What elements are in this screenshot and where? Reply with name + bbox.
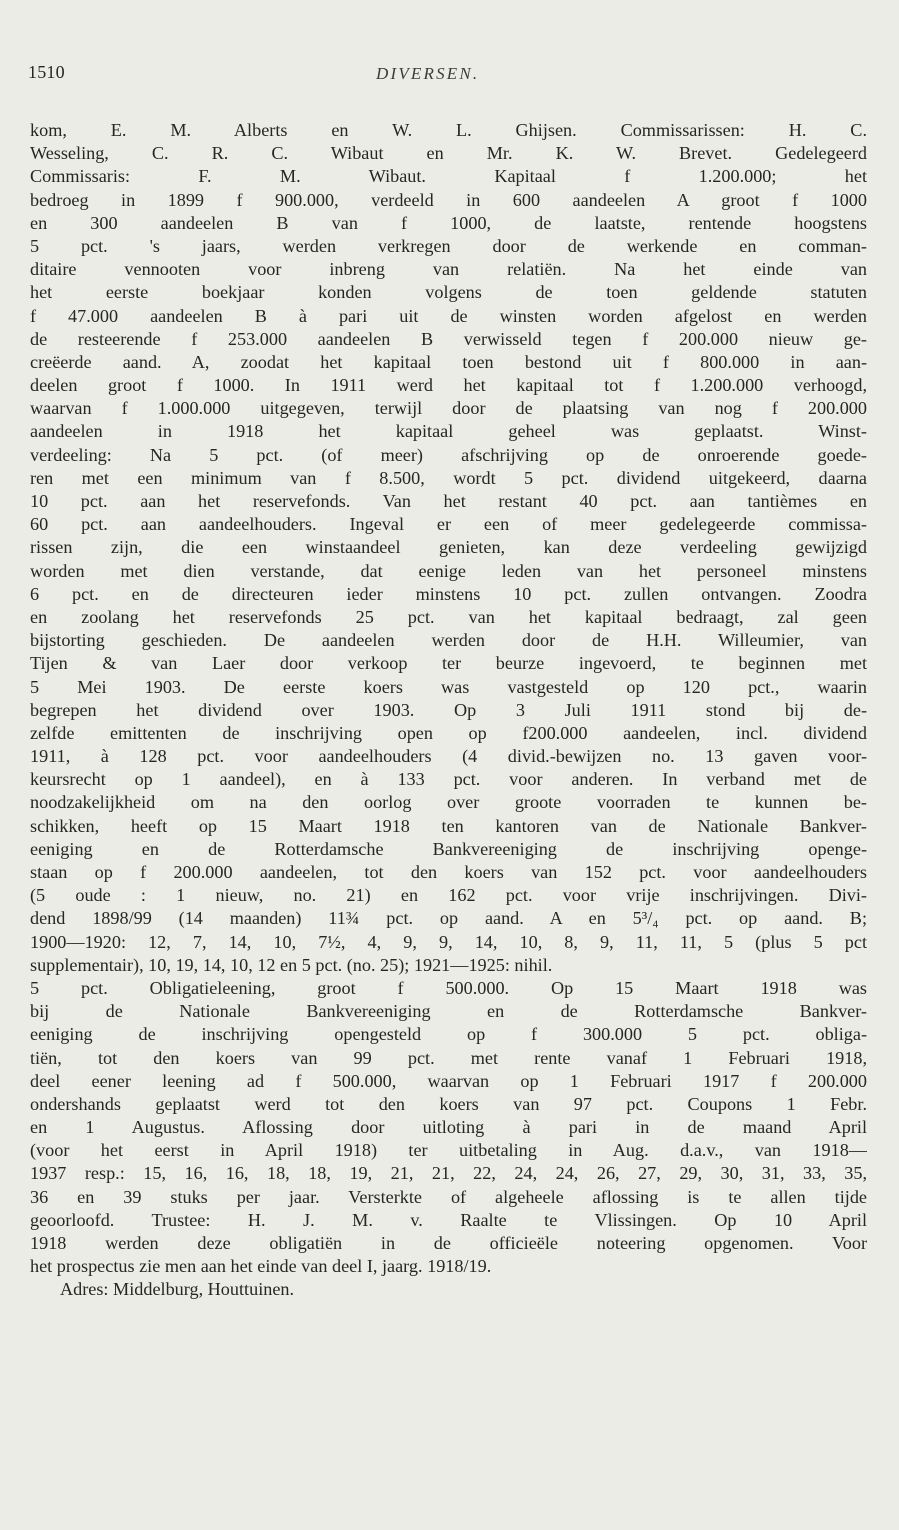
text-line: 5 Mei 1903. De eerste koers was vastgesteld op 120 pct., waarin xyxy=(30,676,867,697)
text-line: en 1 Augustus. Aflossing door uitloting à pari in de maand April xyxy=(30,1117,867,1138)
text-line: 1937 resp.: 15, 16, 16, 18, 18, 19, 21, 21, 22, 24, 24, 26, 27, 29, 30, 31, 33, 35, xyxy=(30,1163,867,1184)
text-line: eeniging en de Rotterdamsche Bankvereeniging de inschrijving openge- xyxy=(30,838,867,859)
text-line: 5 pct. 's jaars, werden verkregen door de werkende en comman- xyxy=(30,235,867,256)
text-line: geoorloofd. Trustee: H. J. M. v. Raalte te Vlissingen. Op 10 April xyxy=(30,1209,867,1230)
text-line: 1911, à 128 pct. voor aandeelhouders (4 divid.-bewijzen no. 13 gaven voor- xyxy=(30,746,867,767)
text-line: 36 en 39 stuks per jaar. Versterkte of algeheele aflossing is te allen tijde xyxy=(30,1186,867,1207)
text-line: waarvan f 1.000.000 uitgegeven, terwijl door de plaatsing van nog f 200.000 xyxy=(30,398,867,419)
text-line: Commissaris: F. M. Wibaut. Kapitaal f 1.200.000; het xyxy=(30,166,867,187)
text-line: 10 pct. aan het reservefonds. Van het restant 40 pct. aan tantièmes en xyxy=(30,491,867,511)
text-line: f 47.000 aandeelen B à pari uit de winsten worden afgelost en werden xyxy=(30,305,867,326)
text-line: 1900—1920: 12, 7, 14, 10, 7½, 4, 9, 9, 14, 10, 8, 9, 11, 11, 5 (plus 5 pct xyxy=(30,931,867,952)
text-line: bedroeg in 1899 f 900.000, verdeeld in 600 aandeelen A groot f 1000 xyxy=(30,189,867,210)
text-line: kom, E. M. Alberts en W. L. Ghijsen. Commissarissen: H. C. xyxy=(30,120,867,140)
text-line: deel eener leening ad f 500.000, waarvan op 1 Februari 1917 f 200.000 xyxy=(30,1070,867,1091)
text-line: noodzakelijkheid om na den oorlog over groote voorraden te kunnen be- xyxy=(30,792,867,813)
text-line: Wesseling, C. R. C. Wibaut en Mr. K. W. Brevet. Gedelegeerd xyxy=(30,143,867,164)
text-line: Tijen & van Laer door verkoop ter beurze ingevoerd, te beginnen met xyxy=(30,653,867,674)
text-line: 60 pct. aan aandeelhouders. Ingeval er een of meer gedelegeerde commissa- xyxy=(30,514,867,535)
text-line: staan op f 200.000 aandeelen, tot den koers van 152 pct. voor aandeelhouders xyxy=(30,862,867,882)
text-line: creëerde aand. A, zoodat het kapitaal toen bestond uit f 800.000 in aan- xyxy=(30,351,867,372)
text-line: eeniging de inschrijving opengesteld op f 300.000 5 pct. obliga- xyxy=(30,1024,867,1045)
body-text xyxy=(30,119,867,1302)
running-title: DIVERSEN. xyxy=(376,64,480,83)
text-line: het eerste boekjaar konden volgens de toen geldende statuten xyxy=(30,282,867,303)
text-line: schikken, heeft op 15 Maart 1918 ten kantoren van de Nationale Bankver- xyxy=(30,815,867,836)
text-line: 1918 werden deze obligatiën in de officieële noteering opgenomen. Voor xyxy=(30,1233,867,1253)
text-line: 6 pct. en de directeuren ieder minstens 10 pct. zullen ontvangen. Zoodra xyxy=(30,583,867,604)
text-line: deelen groot f 1000. In 1911 werd het kapitaal tot f 1.200.000 verhoogd, xyxy=(30,375,867,396)
text-line: (5 oude : 1 nieuw, no. 21) en 162 pct. voor vrije inschrijvingen. Divi- xyxy=(30,885,867,906)
address-line: Adres: Middelburg, Houttuinen. xyxy=(60,1279,295,1300)
text-line: de resteerende f 253.000 aandeelen B verwisseld tegen f 200.000 nieuw ge- xyxy=(30,328,867,349)
text-line: begrepen het dividend over 1903. Op 3 Juli 1911 stond bij de- xyxy=(30,699,867,720)
text-line: aandeelen in 1918 het kapitaal geheel was geplaatst. Winst- xyxy=(30,421,867,442)
text-line: ditaire vennooten voor inbreng van relatiën. Na het einde van xyxy=(30,259,867,280)
text-line: bijstorting geschieden. De aandeelen werden door de H.H. Willeumier, van xyxy=(30,630,867,651)
text-line: verdeeling: Na 5 pct. (of meer) afschrijving op de onroerende goede- xyxy=(30,444,867,465)
text-line: ren met een minimum van f 8.500, wordt 5 pct. dividend uitgekeerd, daarna xyxy=(30,467,867,488)
text-line: bij de Nationale Bankvereeniging en de Rotterdamsche Bankver- xyxy=(30,1001,867,1022)
text-line: het prospectus zie men aan het einde van deel I, jaarg. 1918/19. xyxy=(30,1256,492,1277)
text-line: rissen zijn, die een winstaandeel genieten, kan deze verdeeling gewijzigd xyxy=(30,537,867,558)
text-line: (voor het eerst in April 1918) ter uitbetaling in Aug. d.a.v., van 1918— xyxy=(30,1140,867,1161)
text-line: keursrecht op 1 aandeel), en à 133 pct. voor anderen. In verband met de xyxy=(30,769,867,790)
text-line: tiën, tot den koers van 99 pct. met rente vanaf 1 Februari 1918, xyxy=(30,1047,867,1068)
text-line: supplementair), 10, 19, 14, 10, 12 en 5 pct. (no. 25); 1921—1925: nihil. xyxy=(30,954,553,975)
text-line: zelfde emittenten de inschrijving open op f200.000 aandeelen, incl. dividend xyxy=(30,722,867,743)
text-line: en zoolang het reservefonds 25 pct. van het kapitaal bedraagt, zal geen xyxy=(30,606,867,627)
text-line: 5 pct. Obligatieleening, groot f 500.000. Op 15 Maart 1918 was xyxy=(30,977,867,998)
text-line: en 300 aandeelen B van f 1000, de laatste, rentende hoogstens xyxy=(30,212,867,233)
text-line: worden met dien verstande, dat eenige leden van het personeel minstens xyxy=(30,560,867,581)
text-line: ondershands geplaatst werd tot den koers van 97 pct. Coupons 1 Febr. xyxy=(30,1093,867,1114)
text-line: dend 1898/99 (14 maanden) 11¾ pct. op aand. A en 5³/₄ pct. op aand. B; xyxy=(30,908,867,929)
page-number: 1510 xyxy=(28,62,65,82)
